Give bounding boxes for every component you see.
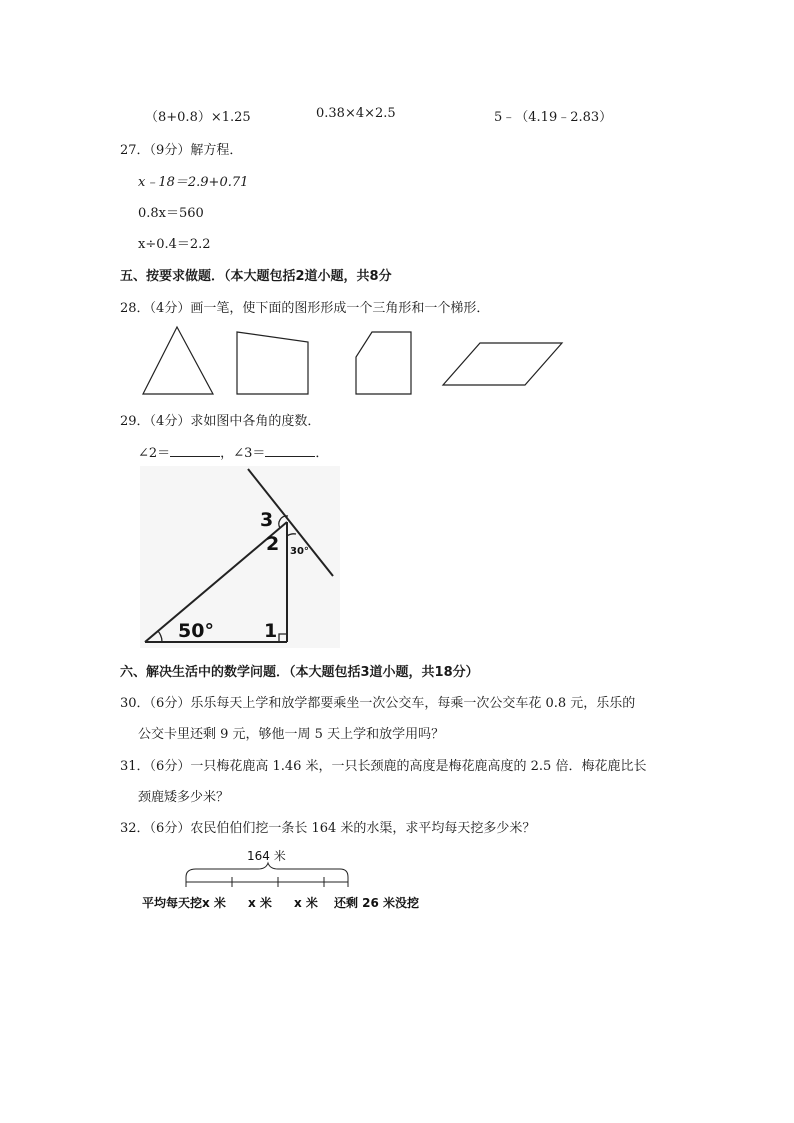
question-30-line1: 30．（6分）乐乐每天上学和放学都要乘坐一次公交车，每乘一次公交车花 0.8 元，乐乐的 [120, 696, 636, 711]
section-6-heading: 六、解决生活中的数学问题．（本大题包括3道小题，共18分） [120, 665, 479, 680]
angle-1-marker: 1 [264, 620, 278, 642]
question-28-title: 28．（4分）画一笔，使下面的图形形成一个三角形和一个梯形． [120, 301, 490, 316]
expression-2: 0.38×4×2.5 [316, 106, 396, 121]
remaining-label: 还剩 26 米没挖 [334, 896, 420, 910]
end-mark: ． [315, 446, 329, 461]
question-29-title: 29．（4分）求如图中各角的度数． [120, 414, 321, 429]
equation-1: x﹣18＝2.9+0.71 [138, 175, 249, 190]
segment-diagram [140, 845, 440, 917]
shapes-figure [130, 322, 580, 398]
separator: ， [220, 446, 234, 461]
question-27-title: 27．（9分）解方程． [120, 143, 243, 158]
angle-2-blank [170, 444, 220, 457]
total-length-label: 164 米 [247, 849, 286, 863]
angle-30-label: 30° [290, 546, 309, 557]
equation-3: x÷0.4＝2.2 [138, 237, 211, 252]
angle-3-marker: 3 [260, 509, 274, 531]
expression-3: 5﹣（4.19﹣2.83） [494, 110, 613, 125]
section-5-heading: 五、按要求做题．（本大题包括2道小题，共8分 [120, 269, 392, 284]
angle-answer-line [138, 442, 328, 461]
angle-3-label: ∠3＝ [233, 446, 266, 461]
question-31-line2: 颈鹿矮多少米？ [138, 790, 230, 805]
angle-figure [140, 466, 340, 648]
segment-2-label: x 米 [248, 896, 272, 910]
angle-3-blank [265, 444, 315, 457]
segment-3-label: x 米 [294, 896, 318, 910]
question-30-line2: 公交卡里还剩 9 元，够他一周 5 天上学和放学用吗？ [138, 727, 445, 742]
equation-2: 0.8x＝560 [138, 206, 204, 221]
expression-1: （8+0.8）×1.25 [145, 110, 251, 125]
angle-2-label: ∠2＝ [138, 446, 171, 461]
pentagon-shape [356, 332, 411, 394]
parallelogram-shape [443, 343, 562, 385]
angle-2-marker: 2 [266, 533, 280, 555]
question-32-title: 32．（6分）农民伯伯们挖一条长 164 米的水渠，求平均每天挖多少米？ [120, 821, 536, 836]
question-31-line1: 31．（6分）一只梅花鹿高 1.46 米，一只长颈鹿的高度是梅花鹿高度的 2.5 倍．梅花鹿比长 [120, 759, 647, 774]
segment-1-label: 平均每天挖x 米 [142, 896, 226, 910]
quadrilateral-shape [237, 332, 308, 394]
triangle-shape [143, 327, 213, 394]
angle-50-label: 50° [178, 620, 214, 642]
